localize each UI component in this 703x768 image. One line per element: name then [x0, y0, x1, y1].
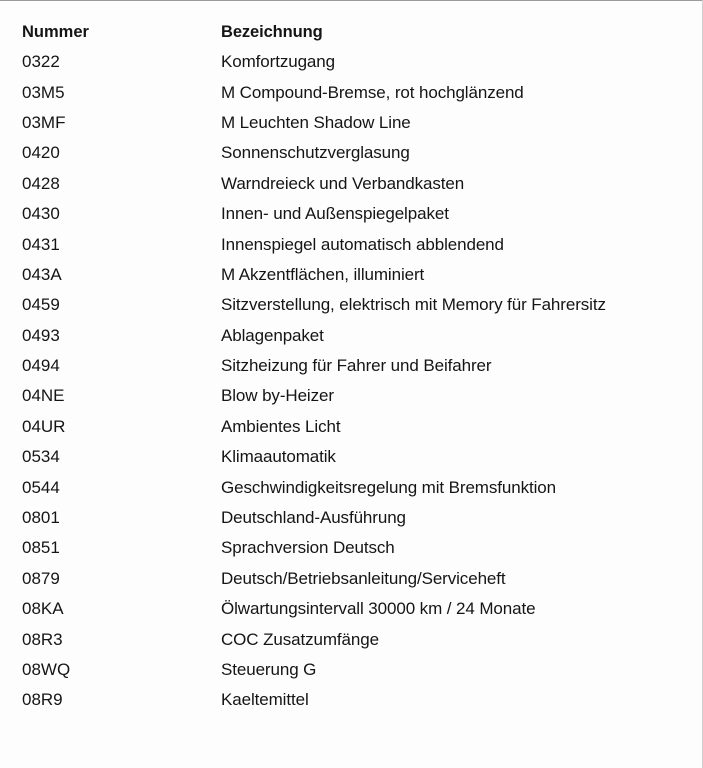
row-number: 0430 [22, 204, 60, 224]
row-number: 08WQ [22, 660, 71, 679]
row-description: Blow by-Heizer [221, 386, 334, 406]
row-number: 08R3 [22, 629, 63, 649]
row-description: Sitzheizung für Fahrer und Beifahrer [221, 356, 492, 376]
row-number: 04UR [22, 416, 66, 436]
row-description: M Compound-Bremse, rot hochglänzend [221, 82, 524, 102]
row-number: 08R9 [22, 690, 63, 710]
row-description: Innenspiegel automatisch abblendend [221, 234, 504, 254]
row-description: Sitzverstellung, elektrisch mit Memory für Fahrersitz [221, 295, 606, 315]
table-row [22, 564, 692, 594]
top-border-line [0, 0, 703, 1]
row-number: 04NE [22, 386, 65, 406]
row-number: 0322 [22, 52, 60, 72]
row-number: 0879 [22, 568, 60, 588]
table-row [22, 199, 692, 229]
header-description: Bezeichnung [221, 23, 323, 41]
row-description: M Leuchten Shadow Line [221, 112, 411, 132]
table-row [22, 290, 692, 320]
table-row [22, 442, 692, 472]
row-number: 03MF [22, 112, 66, 132]
row-description: COC Zusatzumfänge [221, 629, 379, 649]
table-row [22, 533, 692, 563]
table-row [22, 472, 692, 502]
table-row [22, 229, 692, 259]
row-description: Sonnenschutzverglasung [221, 143, 410, 163]
row-description: Geschwindigkeitsregelung mit Bremsfunktion [221, 477, 557, 497]
row-description: Innen- und Außenspiegelpaket [221, 204, 449, 224]
table-row [22, 594, 692, 624]
table-row [22, 321, 692, 351]
table-row [22, 260, 692, 290]
row-description: Sprachversion Deutsch [221, 538, 395, 558]
row-number: 0428 [22, 173, 60, 193]
table-row [22, 685, 692, 715]
table-row [22, 381, 692, 411]
row-description: Deutsch/Betriebsanleitung/Serviceheft [221, 568, 506, 588]
row-description: Warndreieck und Verbandkasten [221, 173, 465, 193]
row-number: 0420 [22, 143, 60, 163]
row-number: 08KA [22, 599, 64, 619]
row-number: 0534 [22, 447, 60, 467]
equipment-table [22, 17, 692, 716]
table-row [22, 77, 692, 107]
table-row [22, 47, 692, 77]
row-description: Kaeltemittel [221, 690, 309, 710]
row-number: 0459 [22, 295, 60, 315]
row-number: 0544 [22, 477, 60, 497]
table-header-row [22, 17, 692, 47]
row-number: 0801 [22, 508, 60, 528]
row-description: M Akzentflächen, illuminiert [221, 264, 425, 284]
row-number: 0494 [22, 356, 60, 376]
table-row [22, 169, 692, 199]
row-description: Klimaautomatik [221, 447, 336, 467]
row-description: Ölwartungsintervall 30000 km / 24 Monate [221, 599, 536, 619]
row-description: Steuerung G [221, 660, 317, 679]
row-number: 0493 [22, 325, 60, 345]
row-number: 043A [22, 264, 62, 284]
table-row [22, 624, 692, 654]
header-number: Nummer [22, 23, 89, 41]
table-row [22, 108, 692, 138]
row-number: 0851 [22, 538, 60, 558]
table-row [22, 503, 692, 533]
row-description: Komfortzugang [221, 52, 335, 72]
row-number: 0431 [22, 234, 60, 254]
row-description: Ambientes Licht [221, 416, 341, 436]
table-row [22, 351, 692, 381]
row-number: 03M5 [22, 82, 65, 102]
row-description: Deutschland-Ausführung [221, 508, 406, 528]
table-row [22, 655, 692, 685]
row-description: Ablagenpaket [221, 325, 324, 345]
table-row [22, 412, 692, 442]
table-row [22, 138, 692, 168]
